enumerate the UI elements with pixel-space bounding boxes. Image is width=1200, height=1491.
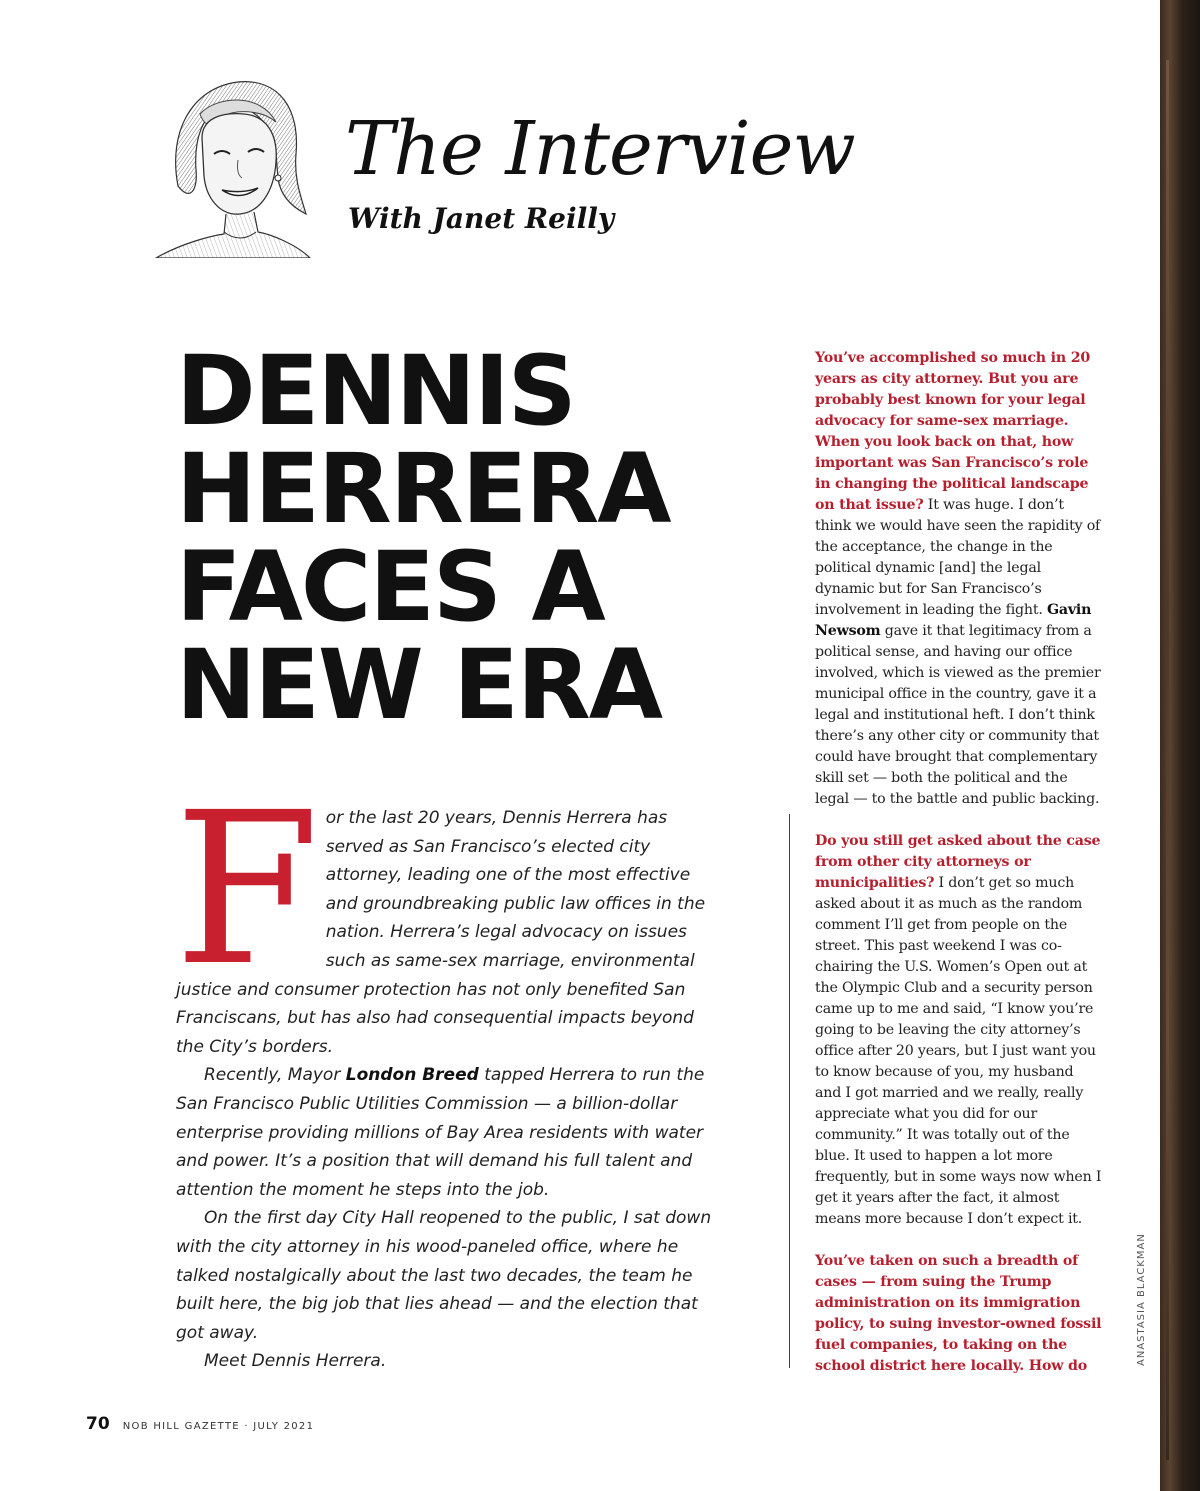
question: Do you still get asked about the case from other city attorneys or municipalities? xyxy=(815,833,1101,891)
intro-paragraph xyxy=(176,1061,724,1204)
person-name-london-breed: London Breed xyxy=(345,1065,479,1086)
intro-paragraph: Meet Dennis Herrera. xyxy=(204,1351,387,1372)
interviewer-byline: With Janet Reilly xyxy=(348,202,615,235)
intro-paragraph: or the last 20 years, Dennis Herrera has served as San Francisco’s elected city attorney, leading one of the most effective and groundbreaking public law offices in the nation. Herrera’s legal advocacy on issues such as same-sex marriage, environmental justice and consumer protection has not only benefited San Franciscans, but has also had consequential impacts beyond the City’s borders. xyxy=(176,808,706,1057)
interview-series-title: The Interview xyxy=(345,106,855,192)
intro-text: tapped Herrera to run the San Francisco Public Utilities Commission — a billion-dollar enterprise providing millions of Bay Area residents with water and power. It’s a position that will demand his full talent and attention the moment he steps into the job. xyxy=(176,1065,705,1200)
qa-block xyxy=(815,1251,1103,1377)
qa-block xyxy=(815,348,1103,810)
person-name-gavin-newsom: Gavin Newsom xyxy=(815,602,1092,639)
edge-photo xyxy=(1160,0,1200,1491)
question: You’ve accomplished so much in 20 years as city attorney. But you are probably best known for your legal advocacy for same-sex marriage. When you look back on that, how important was San Francisco’s role in changing the political landscape on that issue? xyxy=(815,350,1091,513)
headline-line: DENNIS xyxy=(176,335,575,447)
headline-line: FACES A xyxy=(176,531,604,643)
qa-column xyxy=(815,348,1103,1398)
article-headline xyxy=(176,335,776,741)
headline-line: HERRERA xyxy=(176,433,670,545)
page-number: 70 xyxy=(86,1414,110,1434)
headline-line: NEW ERA xyxy=(176,629,662,741)
qa-block xyxy=(815,831,1103,1230)
question: You’ve taken on such a breadth of cases — from suing the Trump administration on its immigration policy, to suing investor-owned fossil fuel companies, to taking on the school district here locally. How do xyxy=(815,1253,1102,1374)
page-footer xyxy=(86,1414,314,1434)
answer-text: gave it that legitimacy from a political sense, and having our office involved, which is viewed as the premier municipal office in the country, gave it a legal and institutional heft. I don’t think there’s any other city or community that could have brought that complementary skill set — both the political and the legal — to the battle and public backing. xyxy=(815,623,1101,807)
intro-paragraph: On the first day City Hall reopened to the public, I sat down with the city attorney in his wood-paneled office, where he talked nostalgically about the last two decades, the team he built here, the big job that lies ahead — and the election that got away. xyxy=(176,1208,712,1343)
answer-text: I don’t get so much asked about it as much as the random comment I’ll get from people on the street. This past weekend I was co-chairing the U.S. Women’s Open out at the Olympic Club and a security person came up to me and said, “I know you’re going to be leaving the city attorney’s office after 20 years, but I just want you to know because of you, my husband and I got married and we really, really appreciate what you did for our community.” It was totally out of the blue. It used to happen a lot more frequently, but in some ways now when I get it years after the fact, it almost means more because I don’t expect it. xyxy=(815,875,1102,1227)
article-intro xyxy=(174,767,724,1376)
photo-credit: ANASTASIA BLACKMAN xyxy=(1136,1233,1147,1366)
publication-info: NOB HILL GAZETTE · JULY 2021 xyxy=(122,1421,315,1432)
portrait-illustration xyxy=(150,74,322,258)
answer-text: It was huge. I don’t think we would have seen the rapidity of the acceptance, the change in the political dynamic [and] the legal dynamic but for San Francisco’s involvement in leading the fight. xyxy=(815,497,1101,618)
intro-text: Recently, Mayor xyxy=(204,1065,346,1086)
column-divider xyxy=(789,814,790,1368)
drop-cap: F xyxy=(174,767,320,1012)
